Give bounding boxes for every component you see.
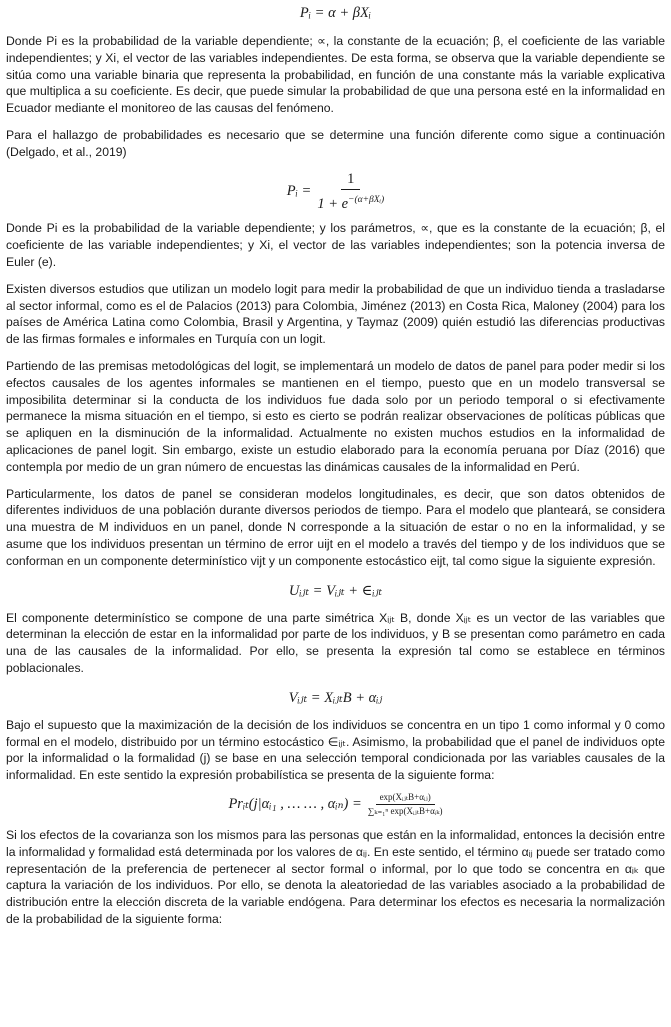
paragraph-6: Particularmente, los datos de panel se consideran modelos longitudinales, es decir, que son datos obtenidos de diferentes individuos de una población durante diversos periodos de tiempo. Para el modelo que planteará, se considera una muestra de M individuos en un panel, donde N corresponde a la situación de estar o no en la informalidad, y se asume que los individuos presentan un término de error uijt en el modelo a través del tiempo y de los individuos que se conforman en un componente determinístico vijt y un componente estocástico eijt, tal como sigue la siguiente expresión.	[6, 486, 665, 568]
equation-logit-fraction	[317, 171, 384, 213]
paragraph-7: El componente determinístico se compone de una parte simétrica Xᵢⱼₜ B, donde Xᵢⱼₜ es un vector de las variables que determinan la elección de estar en la informalidad por parte de los individuos, y B se presentan como parámetro en cada una de las causales de la informalidad. Por ello, se presenta la expresión tal como se establece en términos poblacionales.	[6, 610, 665, 675]
equation-utility: Uᵢⱼₜ = Vᵢⱼₜ + ∈ᵢⱼₜ	[288, 582, 383, 599]
equation-deterministic: Vᵢⱼₜ = XᵢⱼₜB + αᵢⱼ	[288, 689, 383, 706]
equation-logit	[6, 171, 665, 213]
paragraph-2: Para el hallazgo de probabilidades es necesario que se determine una función diferente como sigue a continuación (Delgado, et al., 2019)	[6, 127, 665, 159]
equation-panel-denominator: ∑ₖ₌₁ⁿ exp(XᵢⱼₜB+αᵢₖ)	[367, 805, 443, 816]
paragraph-8: Bajo el supuesto que la maximización de la decisión de los individuos se concentra en un tipo 1 como informal y 0 como formal en el modelo, distribuido por un término estocástico ∈ᵢⱼₜ. Asimismo, la probabilidad que el panel de individuos opte por la informalidad o la formalidad (j) se base en una selección temporal condicionada por las variables causales de la informalidad. En este sentido la expresión probabilística se presenta de la siguiente forma:	[6, 717, 665, 783]
paragraph-4: Existen diversos estudios que utilizan un modelo logit para medir la probabilidad de que un individuo tienda a trasladarse al sector informal, como es el de Palacios (2013) para Colombia, Jiménez (2013) en Costa Rica, Maloney (2004) para los países de América Latina como Colombia, Brasil y Argentina, y Taymaz (2009) quién estudió las diferencias productivas de las firmas formales e informales en Turquía con un logit.	[6, 281, 665, 347]
paragraph-1: Donde Pi es la probabilidad de la variable dependiente; ∝, la constante de la ecuación; β, el coeficiente de las variable independientes; y Xi, el vector de las variables independientes. De esta forma, se observa que la variable dependiente se sitúa como una variable binaria que representa la probabilidad, en función de una constante más la variable explicativa que multiplica a su coeficiente. Es decir, que puede simular la probabilidad de que una persona esté en la informalidad en Ecuador mediante el monitoreo de las causas del fenómeno.	[6, 34, 665, 116]
equation-panel-fraction	[368, 792, 443, 817]
equation-panel-probability	[6, 792, 665, 817]
equation-panel-lhs: Prᵢₜ(j|αᵢ₁ , … … , αᵢₙ) =	[228, 796, 362, 813]
equation-logit-denominator: $1 + e^{-(\alpha+\beta Xᵢ)}$	[317, 194, 385, 212]
equation-logit-lhs: Pᵢ =	[286, 183, 312, 200]
paragraph-3: Donde Pi es la probabilidad de la variable dependiente; y los parámetros, ∝, que es la constante de la ecuación; β, el coeficiente de las variable independientes; y Xi, el vector de las variables independientes; son la potencia inversa de Euler (e).	[6, 221, 665, 269]
equation-panel-numerator: exp(XᵢⱼₜB+αᵢⱼ)	[376, 792, 435, 805]
equation-linear-probability: Pᵢ = α + βXᵢ	[299, 5, 372, 21]
paragraph-5: Partiendo de las premisas metodológicas del logit, se implementará un modelo de datos de panel para poder medir si los efectos causales de los agentes informales se mantienen en el tiempo, puesto que en un modelo transversal se imposibilita determinar si la conducta de los individuos fue dada solo por un periodo temporal o si efectivamente permanece la misma situación en el tiempo, si esto es cierto se podrán realizar observaciones de políticas públicas que se apliquen en la disminución de la informalidad. Actualmente no existen muchos estudios en la informalidad de aplicaciones de panel logit. Sin embargo, existe un estudio elaborado para la economía peruana por Díaz (2016) que contempla por medio de un gran número de encuestas las dinámicas causales de la informalidad en Perú.	[6, 358, 665, 474]
equation-logit-numerator: 1	[341, 171, 360, 190]
paragraph-9: Si los efectos de la covarianza son los mismos para las personas que están en la informalidad, entonces la decisión entre la informalidad y formalidad está determinada por los valores de αᵢⱼ. En este sentido, el término αᵢⱼ puede ser tratado como representación de la preferencia de pertenecer al sector formal o informal, por lo que todo se concentra en αᵢₖ que captura la variación de los individuos. Por ello, se denota la aleatoriedad de las variables asociado a la probabilidad de distribución entre la elección discreta de la variable endógena. Para determinar los efectos es necesaria la normalización de la probabilidad de la siguiente forma:	[6, 827, 665, 926]
equation-logit-exponent: −(α+βXᵢ)	[348, 194, 385, 205]
